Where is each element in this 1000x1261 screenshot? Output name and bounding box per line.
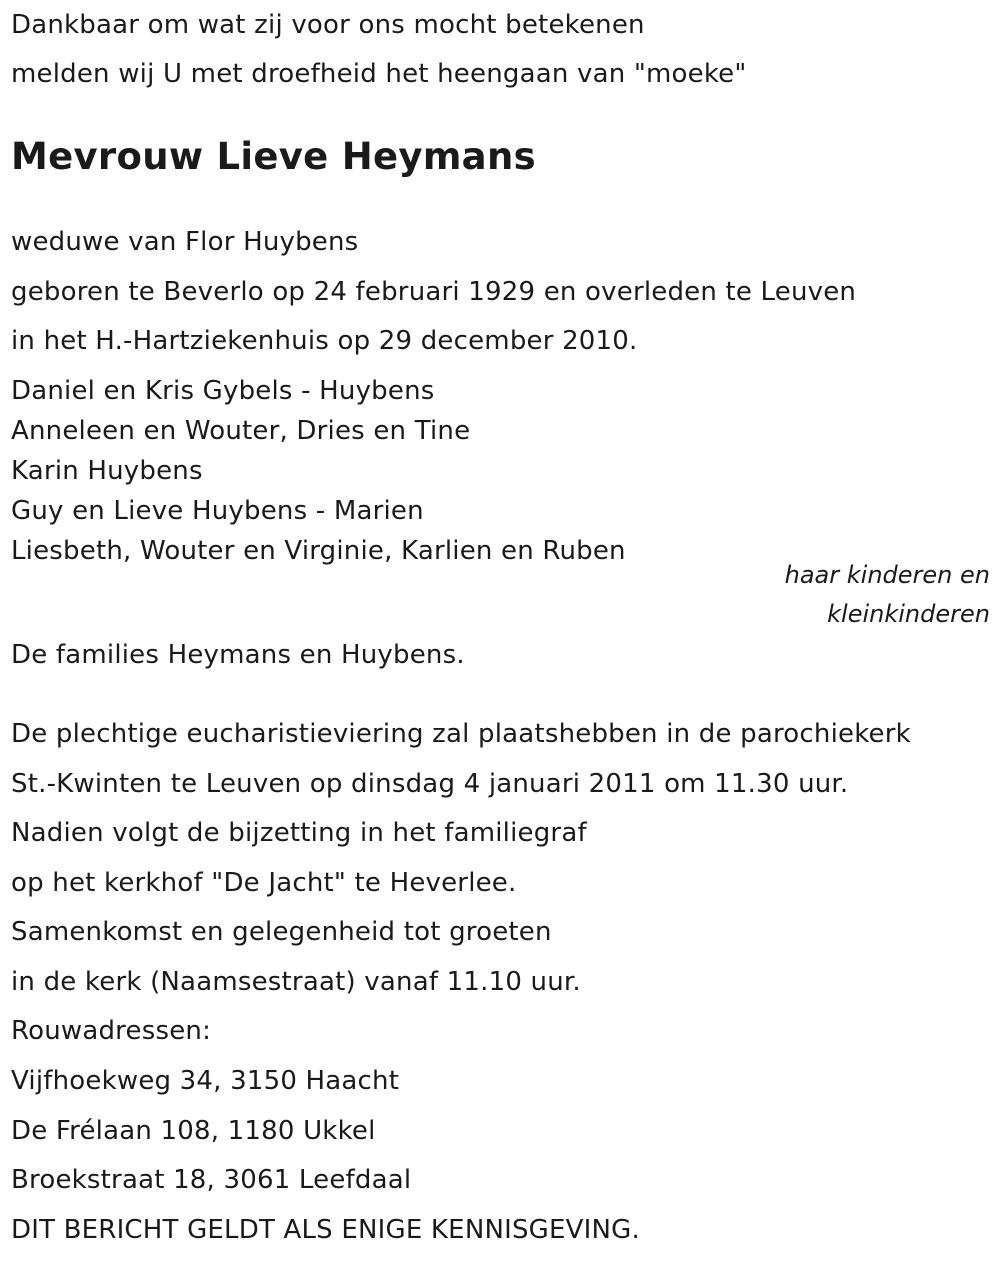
addresses-label: Rouwadressen: xyxy=(11,1016,212,1046)
ceremony-line: op het kerkhof "De Jacht" te Heverlee. xyxy=(11,868,517,898)
ceremony-line: Samenkomst en gelegenheid tot groeten xyxy=(11,917,552,947)
ceremony-line: De plechtige eucharistieviering zal plaatshebben in de parochiekerk xyxy=(11,719,911,749)
family-caption-line-1: haar kinderen en xyxy=(784,561,990,589)
intro-line-1: Dankbaar om wat zij voor ons mocht betekenen xyxy=(11,10,645,40)
address-line: De Frélaan 108, 1180 Ukkel xyxy=(11,1116,376,1146)
widow-line: weduwe van Flor Huybens xyxy=(11,227,359,257)
family-member-line: Liesbeth, Wouter en Virginie, Karlien en Ruben xyxy=(11,536,626,566)
deceased-name: Mevrouw Lieve Heymans xyxy=(11,135,536,178)
hospital-line: in het H.-Hartziekenhuis op 29 december 2010. xyxy=(11,326,638,356)
family-member-line: Anneleen en Wouter, Dries en Tine xyxy=(11,416,471,446)
ceremony-line: St.-Kwinten te Leuven op dinsdag 4 januari 2011 om 11.30 uur. xyxy=(11,769,849,799)
family-caption-line-2: kleinkinderen xyxy=(827,600,990,628)
address-line: Broekstraat 18, 3061 Leefdaal xyxy=(11,1165,412,1195)
family-member-line: Karin Huybens xyxy=(11,456,203,486)
notice-line: DIT BERICHT GELDT ALS ENIGE KENNISGEVING. xyxy=(11,1215,640,1245)
address-line: Vijfhoekweg 34, 3150 Haacht xyxy=(11,1066,400,1096)
family-member-line: Guy en Lieve Huybens - Marien xyxy=(11,496,424,526)
ceremony-line: in de kerk (Naamsestraat) vanaf 11.10 uur. xyxy=(11,967,581,997)
family-member-line: Daniel en Kris Gybels - Huybens xyxy=(11,376,435,406)
ceremony-line: Nadien volgt de bijzetting in het familiegraf xyxy=(11,818,587,848)
intro-line-2: melden wij U met droefheid het heengaan van "moeke" xyxy=(11,59,747,89)
birth-death-line: geboren te Beverlo op 24 februari 1929 en overleden te Leuven xyxy=(11,277,857,307)
families-line: De families Heymans en Huybens. xyxy=(11,640,465,670)
